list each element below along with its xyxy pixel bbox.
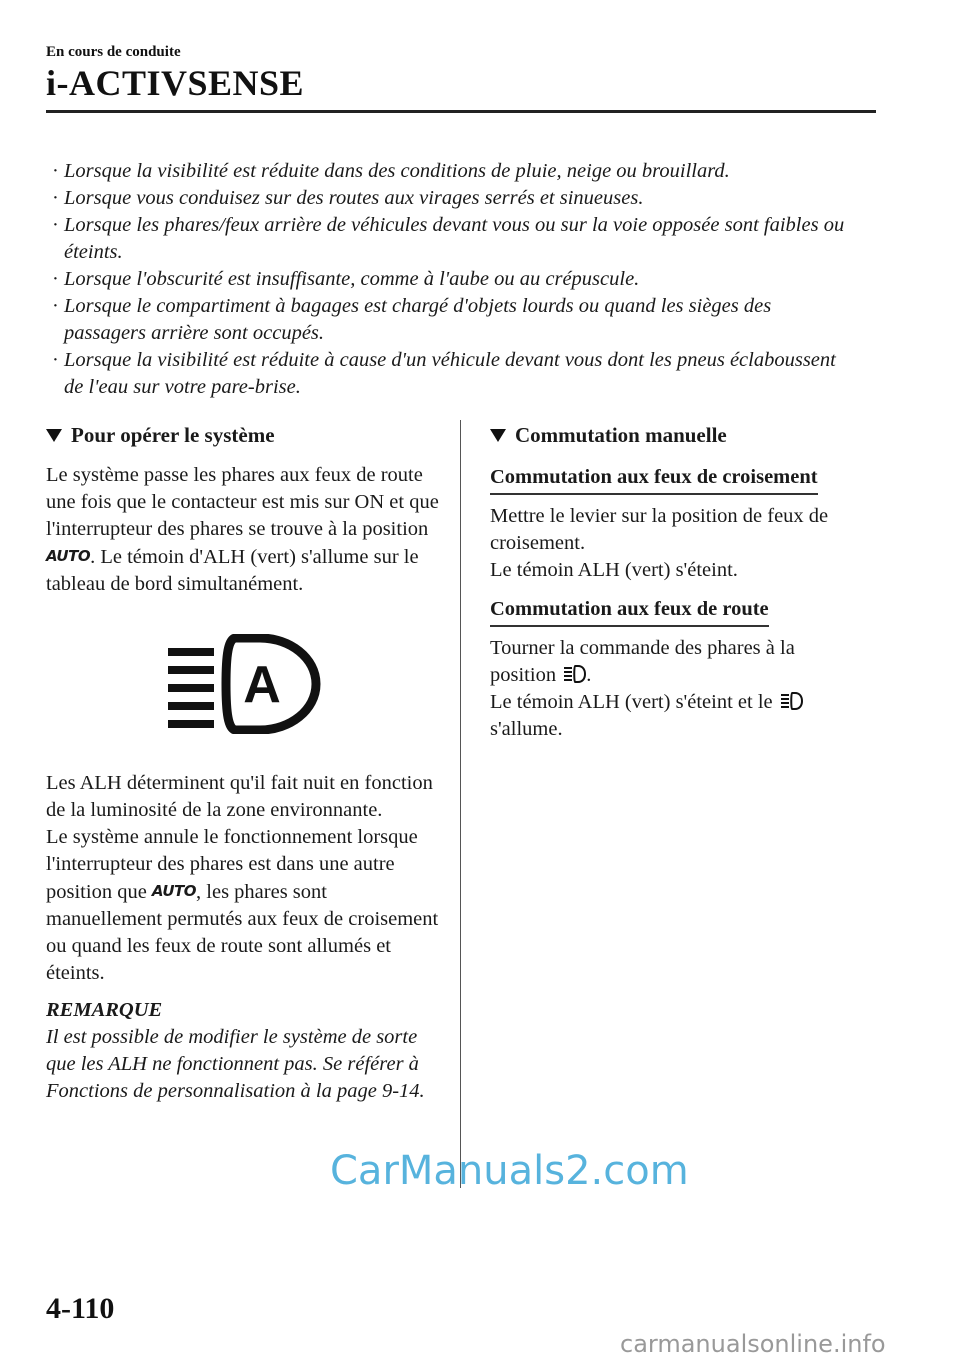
left-column (46, 420, 441, 1105)
triangle-marker-icon (490, 429, 506, 442)
list-item: · Lorsque le compartiment à bagages est chargé d'objets lourds ou quand les sièges des passagers arrière sont occupés. (52, 293, 852, 347)
illustration-letter: A (243, 656, 281, 714)
low-beam-subheading: Commutation aux feux de croisement (490, 462, 818, 495)
text-run: , les phares sont manuellement permutés aux feux de croisement ou quand les feux de route sont allumés et éteints. (46, 881, 439, 984)
note-text: Il est possible de modifier le système de sorte que les ALH ne fonctionnent pas. Se référer à Fonctions de personnalisation à la page 9-14. (46, 1026, 425, 1102)
high-beam-paragraph (490, 635, 860, 689)
auto-position-icon: AUTO (151, 882, 197, 900)
high-beam-icon (781, 692, 803, 710)
manual-switch-heading (490, 420, 860, 450)
high-beam-icon (564, 665, 586, 683)
watermark: CarManuals2.com (330, 1148, 689, 1194)
low-beam-paragraph-2: Le témoin ALH (vert) s'éteint. (490, 559, 738, 581)
footer-watermark: carmanualsonline.info (620, 1330, 886, 1358)
column-divider (460, 420, 461, 1188)
text-run: Tourner la commande des phares à la position (490, 637, 795, 686)
right-column (490, 420, 860, 743)
heading-text: Commutation manuelle (515, 423, 727, 447)
high-beam-paragraph-2 (490, 689, 860, 743)
operate-system-heading (46, 420, 441, 450)
page-number: 4-110 (46, 1292, 115, 1325)
text-run: Le système annule le fonctionnement lorsque l'interrupteur des phares est dans une autre position que (46, 826, 418, 903)
triangle-marker-icon (46, 429, 62, 442)
text-run: . Le témoin d'ALH (vert) s'allume sur le tableau de bord simultanément. (46, 546, 419, 595)
text-run: Le système passe les phares aux feux de route une fois que le contacteur est mis sur ON et que l'interrupteur des phares se trouve à la position (46, 464, 439, 540)
text-run: s'allume. (490, 718, 563, 740)
cancel-paragraph (46, 824, 441, 987)
detection-paragraph: Les ALH déterminent qu'il fait nuit en fonction de la luminosité de la zone environnante. (46, 772, 433, 821)
text-run: Le témoin ALH (vert) s'éteint et le (490, 691, 778, 713)
text-run: . (586, 664, 592, 686)
note-title: REMARQUE (46, 999, 163, 1021)
list-item: · Lorsque vous conduisez sur des routes aux virages serrés et sinueuses. (52, 185, 852, 212)
heading-text: Pour opérer le système (71, 423, 275, 447)
operate-paragraph (46, 462, 441, 598)
condition-list (52, 158, 852, 401)
auto-high-beam-indicator-icon (164, 634, 324, 734)
high-beam-subheading: Commutation aux feux de route (490, 594, 769, 627)
low-beam-paragraph: Mettre le levier sur la position de feux de croisement. (490, 505, 829, 554)
page-title: i-ACTIVSENSE (46, 63, 305, 103)
header-rule (46, 110, 876, 113)
auto-position-icon: AUTO (46, 547, 91, 565)
list-item: · Lorsque les phares/feux arrière de véhicules devant vous ou sur la voie opposée sont faibles ou éteints. (52, 212, 852, 266)
list-item: · Lorsque l'obscurité est insuffisante, comme à l'aube ou au crépuscule. (52, 266, 852, 293)
list-item: · Lorsque la visibilité est réduite à cause d'un véhicule devant vous dont les pneus éclaboussent de l'eau sur votre pare-brise. (52, 347, 852, 401)
section-label: En cours de conduite (46, 44, 181, 60)
list-item: · Lorsque la visibilité est réduite dans des conditions de pluie, neige ou brouillard. (52, 158, 852, 185)
